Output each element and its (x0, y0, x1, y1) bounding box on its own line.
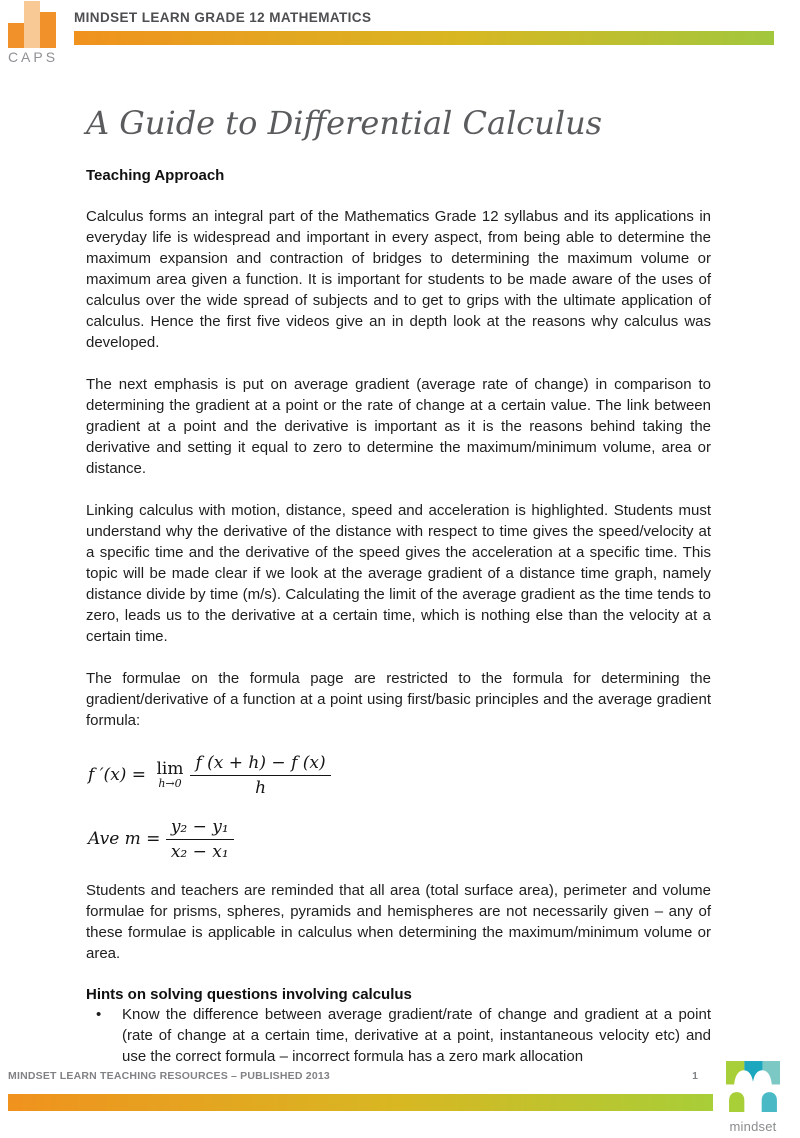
paragraph-1: Calculus forms an integral part of the Mathematics Grade 12 syllabus and its applications in everyday life is widespread and important in every aspect, from being able to determine the maximum expansion and contraction of bridges to determining the maximum volume or maximum area given a function. It is important for students to be made aware of the uses of calculus over the wide spread of subjects and to get to grips with the ultimate application of calculus. Hence the first five videos give an in depth look at the reasons why calculus was developed. (86, 208, 711, 351)
fraction-numerator: f (x + h) − f (x) (190, 754, 330, 776)
footer-gradient-bar (8, 1094, 713, 1111)
footer-publication-text: MINDSET LEARN TEACHING RESOURCES – PUBLISHED 2013 (8, 1070, 330, 1082)
section-heading-teaching-approach: Teaching Approach (86, 167, 225, 184)
caps-logo-bar-left (8, 23, 24, 48)
caps-logo-bar-middle (24, 1, 40, 48)
fraction-denominator: x₂ − x₁ (170, 841, 229, 862)
list-item: • Know the difference between average gradient/rate of change and gradient at a point (rate of change at a certain time, derivative at a point, instantaneous velocity etc) and use the correct formula – incorrect formula has a zero mark allocation (122, 1004, 711, 1067)
fraction (190, 754, 330, 797)
caps-label: CAPS (7, 49, 59, 65)
caps-logo-bar-right (40, 12, 56, 48)
page-title: A Guide to Differential Calculus (86, 104, 603, 142)
formula-average-gradient (88, 816, 711, 862)
mindset-m-icon (726, 1061, 780, 1112)
formula-lhs: f ′(x) = (88, 765, 152, 785)
limit-operator: lim h→0 (156, 759, 184, 790)
paragraph-3: Linking calculus with motion, distance, speed and acceleration is highlighted. Students must understand why the derivative of the distance with respect to time gives the speed/velocity at a specific time and the derivative of the speed gives the acceleration at a specific time. This topic will be made clear if we look at the average gradient of a distance time graph, namely distance divide by time (m/s). Calculating the limit of the average gradient as the time tends to zero, leads us to the derivative at a certain time, which is nothing else than the velocity at a certain time. (86, 502, 711, 645)
mindset-wordmark: mindset (729, 1119, 777, 1134)
section-heading-hints: Hints on solving questions involving calculus (86, 986, 412, 1003)
header-gradient-bar (74, 31, 774, 45)
paragraph-4: The formulae on the formula page are restricted to the formula for determining the gradient/derivative of a function at a point using first/basic principles and the average gradient formula: (86, 670, 711, 729)
fraction (166, 818, 234, 861)
formula-first-principles (88, 752, 711, 798)
formula-lhs: Ave m = (88, 829, 166, 849)
header-brand-title: MINDSET LEARN GRADE 12 MATHEMATICS (74, 10, 372, 25)
mindset-logo (726, 1061, 780, 1134)
fraction-numerator: y₂ − y₁ (166, 818, 234, 840)
page-number: 1 (692, 1070, 698, 1082)
fraction-denominator: h (255, 777, 267, 798)
document-body (86, 102, 711, 1067)
paragraph-2: The next emphasis is put on average gradient (average rate of change) in comparison to determining the gradient at a point or the rate of change at a certain value. The link between gradient at a point and the derivative is important as it is the reasons behind taking the derivative and setting it equal to zero to determine the maximum/minimum volume, area or distance. (86, 376, 711, 477)
hints-list (86, 1004, 711, 1067)
paragraph-5: Students and teachers are reminded that all area (total surface area), perimeter and volume formulae for prisms, spheres, pyramids and hemispheres are not necessarily given – any of these formulae is applicable in calculus when determining the maximum/minimum volume or area. (86, 882, 711, 962)
